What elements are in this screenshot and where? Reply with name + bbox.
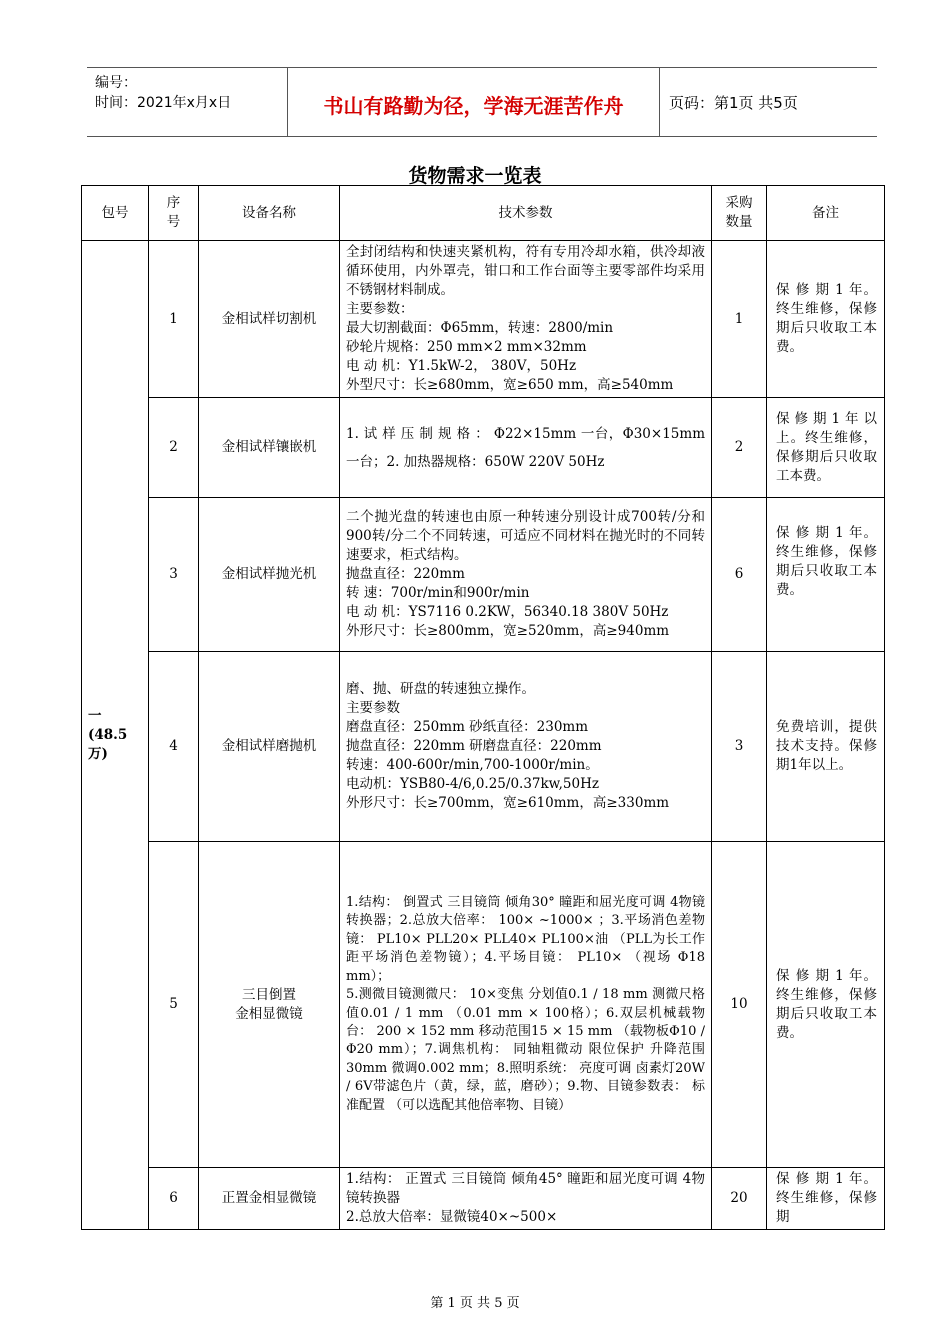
time-label: 时间：2021年x月x日 — [95, 95, 232, 111]
remark-cell: 保 修 期 1 年。终生维修，保修期 — [767, 1168, 885, 1230]
header-left-block — [95, 73, 231, 113]
specs-cell: 1.结构： 倒置式 三目镜筒 倾角30° 瞳距和屈光度可调 4物镜转换器；2.总放大倍率： 100× ~1000× ；3.平场消色差物镜： PL10× PLL20× PLL40× PL100×油 （PLL为长工作距平场消色差物镜）；4.平场目镜： PL10× （视场 Φ18 mm）； 5.测微目镜测微尺： 10×变焦 分划值0.1 / 18 mm 测微尺格值0.01 / 1 mm （0.01 mm × 100格）；6.双层机械载物台： 200 × 152 mm 移动范围15 × 15 mm （载物板Φ10 / Φ20 mm）；7.调焦机构： 同轴粗微动 限位保护 升降范围30mm 微调0.002 mm；8.照明系统： 亮度可调 卤素灯20W / 6V带滤色片（黄，绿，蓝，磨砂）；9.物、目镜参数表： 标准配置 （可以选配其他倍率物、目镜） — [340, 842, 712, 1168]
name-cell: 正置金相显微镜 — [199, 1168, 340, 1230]
column-header-name: 设备名称 — [199, 186, 340, 241]
column-header-qty: 采购 数量 — [712, 186, 767, 241]
table-row — [82, 498, 885, 652]
table-row — [82, 1168, 885, 1230]
header-divider — [659, 68, 660, 137]
header-motto: 书山有路勤为径，学海无涯苦作舟 — [323, 94, 624, 118]
name-cell: 金相试样磨抛机 — [199, 652, 340, 842]
seq-cell: 2 — [149, 398, 199, 498]
name-cell: 三目倒置 金相显微镜 — [199, 842, 340, 1168]
table-row — [82, 652, 885, 842]
qty-cell: 1 — [712, 241, 767, 398]
specs-cell: 二个抛光盘的转速也由原一种转速分别设计成700转/分和900转/分二个不同转速，可适应不同材料在抛光时的不同转速要求，柜式结构。 抛盘直径：220mm 转 速：700r/min和900r/min 电 动 机：YS7116 0.2KW，56340.18 380V 50Hz 外形尺寸：长≥800mm，宽≥520mm，高≥940mm — [340, 498, 712, 652]
remark-cell: 保 修 期 1 年。终生维修，保修期后只收取工本费。 — [767, 842, 885, 1168]
remark-cell: 保修期1年以上。终生维修，保修期后只收取工本费。 — [767, 398, 885, 498]
column-header-remark: 备注 — [767, 186, 885, 241]
page-header — [87, 67, 877, 137]
remark-cell: 保 修 期 1 年。终生维修，保修期后只收取工本费。 — [767, 241, 885, 398]
page-indicator: 页码：第1页 共5页 — [669, 94, 798, 112]
seq-cell: 4 — [149, 652, 199, 842]
table-header-row — [82, 186, 885, 241]
page-footer: 第 1 页 共 5 页 — [430, 1296, 520, 1311]
requirements-table — [81, 185, 885, 1230]
column-header-package: 包号 — [82, 186, 149, 241]
seq-cell: 5 — [149, 842, 199, 1168]
table-row — [82, 398, 885, 498]
seq-cell: 3 — [149, 498, 199, 652]
specs-cell: 1. 试 样 压 制 规 格 ： Φ22×15mm 一台，Φ30×15mm 一台；2. 加热器规格：650W 220V 50Hz — [340, 398, 712, 498]
table-row — [82, 241, 885, 398]
specs-cell: 全封闭结构和快速夹紧机构，符有专用冷却水箱，供冷却液循环使用，内外罩壳，钳口和工作台面等主要零部件均采用不锈钢材料制成。 主要参数： 最大切割截面：Φ65mm，转速：2800/min 砂轮片规格：250 mm×2 mm×32mm 电 动 机：Y1.5kW-2， 380V，50Hz 外型尺寸：长≥680mm，宽≥650 mm，高≥540mm — [340, 241, 712, 398]
column-header-seq: 序 号 — [149, 186, 199, 241]
qty-cell: 6 — [712, 498, 767, 652]
qty-cell: 2 — [712, 398, 767, 498]
name-cell: 金相试样镶嵌机 — [199, 398, 340, 498]
name-cell: 金相试样抛光机 — [199, 498, 340, 652]
seq-cell: 1 — [149, 241, 199, 398]
name-cell: 金相试样切割机 — [199, 241, 340, 398]
column-header-specs: 技术参数 — [340, 186, 712, 241]
document-title: 货物需求一览表 — [408, 165, 542, 187]
package-cell: 一 (48.5 万) — [82, 241, 149, 1230]
qty-cell: 3 — [712, 652, 767, 842]
remark-cell: 免费培训，提供技术支持。保修期1年以上。 — [767, 652, 885, 842]
table-row — [82, 842, 885, 1168]
specs-cell: 1.结构： 正置式 三目镜筒 倾角45° 瞳距和屈光度可调 4物镜转换器 2.总放大倍率：显微镜40×~500× — [340, 1168, 712, 1230]
specs-cell: 磨、抛、研盘的转速独立操作。 主要参数 磨盘直径：250mm 砂纸直径：230mm 抛盘直径：220mm 研磨盘直径：220mm 转速：400-600r/min,700-1000r/min。 电动机：YSB80-4/6,0.25/0.37kw,50Hz 外形尺寸：长≥700mm，宽≥610mm，高≥330mm — [340, 652, 712, 842]
qty-cell: 20 — [712, 1168, 767, 1230]
qty-cell: 10 — [712, 842, 767, 1168]
remark-cell: 保 修 期 1 年。终生维修，保修期后只收取工本费。 — [767, 498, 885, 652]
number-label: 编号： — [95, 75, 137, 91]
seq-cell: 6 — [149, 1168, 199, 1230]
